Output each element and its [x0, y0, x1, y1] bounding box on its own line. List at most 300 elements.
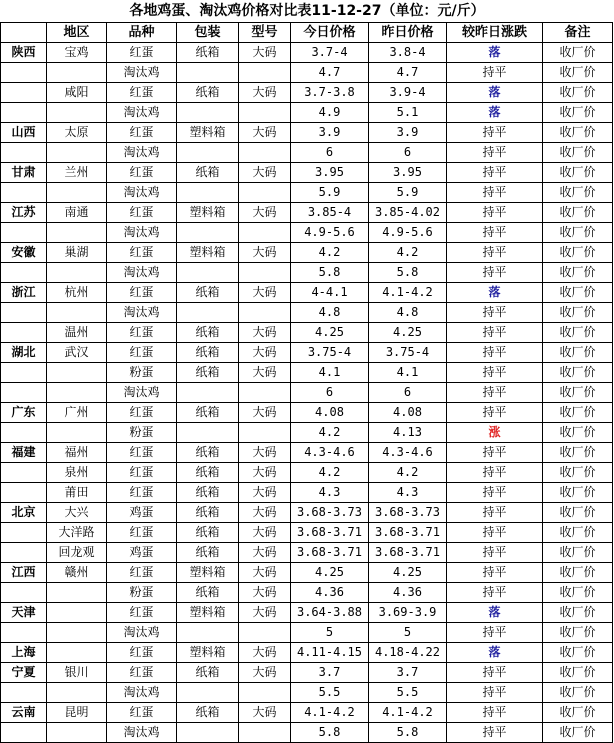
pack-cell — [177, 423, 239, 443]
region-cell: 银川 — [47, 663, 107, 683]
province-cell — [1, 383, 47, 403]
size-cell: 大码 — [239, 443, 291, 463]
province-cell — [1, 463, 47, 483]
note-cell: 收厂价 — [543, 323, 613, 343]
note-cell: 收厂价 — [543, 543, 613, 563]
change-cell: 落 — [447, 283, 543, 303]
note-cell: 收厂价 — [543, 223, 613, 243]
table-row — [1, 483, 613, 503]
pack-cell — [177, 263, 239, 283]
today-price-cell: 4.08 — [291, 403, 369, 423]
table-row — [1, 43, 613, 63]
size-cell: 大码 — [239, 603, 291, 623]
region-cell — [47, 643, 107, 663]
region-cell — [47, 363, 107, 383]
pack-cell: 塑料箱 — [177, 123, 239, 143]
change-cell: 持平 — [447, 383, 543, 403]
variety-cell: 鸡蛋 — [107, 543, 177, 563]
province-cell: 云南 — [1, 703, 47, 723]
change-cell: 持平 — [447, 323, 543, 343]
table-row — [1, 203, 613, 223]
note-cell: 收厂价 — [543, 703, 613, 723]
size-cell: 大码 — [239, 503, 291, 523]
yesterday-price-cell: 6 — [369, 143, 447, 163]
today-price-cell: 4.25 — [291, 323, 369, 343]
pack-cell — [177, 723, 239, 743]
size-cell: 大码 — [239, 403, 291, 423]
change-cell: 持平 — [447, 143, 543, 163]
change-cell: 持平 — [447, 223, 543, 243]
note-cell: 收厂价 — [543, 563, 613, 583]
province-cell — [1, 423, 47, 443]
today-price-cell: 4.11-4.15 — [291, 643, 369, 663]
pack-cell: 纸箱 — [177, 83, 239, 103]
region-cell — [47, 383, 107, 403]
size-cell: 大码 — [239, 43, 291, 63]
size-cell — [239, 223, 291, 243]
header-row — [1, 23, 613, 43]
table-body — [1, 43, 613, 743]
size-cell: 大码 — [239, 523, 291, 543]
province-cell — [1, 223, 47, 243]
pack-cell: 纸箱 — [177, 163, 239, 183]
change-cell: 持平 — [447, 443, 543, 463]
table-row — [1, 283, 613, 303]
today-price-cell: 4-4.1 — [291, 283, 369, 303]
variety-cell: 红蛋 — [107, 563, 177, 583]
variety-cell: 红蛋 — [107, 163, 177, 183]
region-cell: 武汉 — [47, 343, 107, 363]
variety-cell: 红蛋 — [107, 463, 177, 483]
variety-cell: 淘汰鸡 — [107, 303, 177, 323]
province-cell — [1, 63, 47, 83]
province-cell — [1, 683, 47, 703]
province-cell — [1, 523, 47, 543]
size-cell — [239, 263, 291, 283]
change-cell: 持平 — [447, 523, 543, 543]
note-cell: 收厂价 — [543, 603, 613, 623]
yesterday-price-cell: 4.18-4.22 — [369, 643, 447, 663]
header-province — [1, 23, 47, 43]
table-row — [1, 403, 613, 423]
variety-cell: 红蛋 — [107, 203, 177, 223]
note-cell: 收厂价 — [543, 463, 613, 483]
change-cell: 持平 — [447, 483, 543, 503]
today-price-cell: 4.36 — [291, 583, 369, 603]
variety-cell: 红蛋 — [107, 483, 177, 503]
region-cell: 杭州 — [47, 283, 107, 303]
province-cell: 湖北 — [1, 343, 47, 363]
region-cell — [47, 683, 107, 703]
table-row — [1, 83, 613, 103]
region-cell: 广州 — [47, 403, 107, 423]
change-cell: 持平 — [447, 703, 543, 723]
today-price-cell: 3.68-3.71 — [291, 543, 369, 563]
yesterday-price-cell: 3.75-4 — [369, 343, 447, 363]
region-cell — [47, 623, 107, 643]
size-cell — [239, 623, 291, 643]
yesterday-price-cell: 3.9-4 — [369, 83, 447, 103]
region-cell: 回龙观 — [47, 543, 107, 563]
yesterday-price-cell: 4.7 — [369, 63, 447, 83]
pack-cell: 塑料箱 — [177, 603, 239, 623]
table-row — [1, 443, 613, 463]
yesterday-price-cell: 3.69-3.9 — [369, 603, 447, 623]
change-cell: 持平 — [447, 343, 543, 363]
variety-cell: 淘汰鸡 — [107, 183, 177, 203]
yesterday-price-cell: 5.8 — [369, 263, 447, 283]
table-row — [1, 103, 613, 123]
variety-cell: 红蛋 — [107, 83, 177, 103]
today-price-cell: 4.25 — [291, 563, 369, 583]
yesterday-price-cell: 3.68-3.73 — [369, 503, 447, 523]
yesterday-price-cell: 5.9 — [369, 183, 447, 203]
province-cell: 北京 — [1, 503, 47, 523]
province-cell: 福建 — [1, 443, 47, 463]
note-cell: 收厂价 — [543, 583, 613, 603]
region-cell: 南通 — [47, 203, 107, 223]
header-pack: 包装 — [177, 23, 239, 43]
yesterday-price-cell: 4.3 — [369, 483, 447, 503]
table-row — [1, 63, 613, 83]
page-title: 各地鸡蛋、淘汰鸡价格对比表11-12-27（单位：元/斤） — [129, 3, 485, 19]
variety-cell: 淘汰鸡 — [107, 723, 177, 743]
note-cell: 收厂价 — [543, 103, 613, 123]
change-cell: 落 — [447, 83, 543, 103]
change-cell: 持平 — [447, 243, 543, 263]
yesterday-price-cell: 4.2 — [369, 463, 447, 483]
table-row — [1, 223, 613, 243]
change-cell: 持平 — [447, 63, 543, 83]
pack-cell — [177, 223, 239, 243]
note-cell: 收厂价 — [543, 63, 613, 83]
yesterday-price-cell: 4.9-5.6 — [369, 223, 447, 243]
today-price-cell: 4.1 — [291, 363, 369, 383]
today-price-cell: 4.9-5.6 — [291, 223, 369, 243]
table-row — [1, 523, 613, 543]
yesterday-price-cell: 4.1 — [369, 363, 447, 383]
pack-cell — [177, 183, 239, 203]
note-cell: 收厂价 — [543, 503, 613, 523]
province-cell: 上海 — [1, 643, 47, 663]
note-cell: 收厂价 — [543, 283, 613, 303]
size-cell: 大码 — [239, 163, 291, 183]
note-cell: 收厂价 — [543, 143, 613, 163]
variety-cell: 红蛋 — [107, 603, 177, 623]
yesterday-price-cell: 3.95 — [369, 163, 447, 183]
size-cell: 大码 — [239, 663, 291, 683]
size-cell — [239, 303, 291, 323]
yesterday-price-cell: 6 — [369, 383, 447, 403]
region-cell: 福州 — [47, 443, 107, 463]
header-change: 较昨日涨跌 — [447, 23, 543, 43]
change-cell: 涨 — [447, 423, 543, 443]
size-cell — [239, 143, 291, 163]
table-row — [1, 643, 613, 663]
table-row — [1, 563, 613, 583]
today-price-cell: 3.7 — [291, 663, 369, 683]
table-row — [1, 583, 613, 603]
region-cell: 赣州 — [47, 563, 107, 583]
today-price-cell: 3.95 — [291, 163, 369, 183]
note-cell: 收厂价 — [543, 663, 613, 683]
table-row — [1, 243, 613, 263]
pack-cell: 纸箱 — [177, 483, 239, 503]
table-row — [1, 163, 613, 183]
yesterday-price-cell: 3.8-4 — [369, 43, 447, 63]
region-cell: 莆田 — [47, 483, 107, 503]
today-price-cell: 6 — [291, 383, 369, 403]
province-cell — [1, 483, 47, 503]
size-cell — [239, 63, 291, 83]
yesterday-price-cell: 4.8 — [369, 303, 447, 323]
region-cell — [47, 723, 107, 743]
change-cell: 持平 — [447, 543, 543, 563]
pack-cell — [177, 683, 239, 703]
pack-cell — [177, 623, 239, 643]
yesterday-price-cell: 3.68-3.71 — [369, 543, 447, 563]
size-cell: 大码 — [239, 283, 291, 303]
table-row — [1, 683, 613, 703]
variety-cell: 红蛋 — [107, 643, 177, 663]
note-cell: 收厂价 — [543, 183, 613, 203]
note-cell: 收厂价 — [543, 383, 613, 403]
change-cell: 持平 — [447, 263, 543, 283]
region-cell: 兰州 — [47, 163, 107, 183]
note-cell: 收厂价 — [543, 243, 613, 263]
today-price-cell: 3.7-3.8 — [291, 83, 369, 103]
region-cell: 温州 — [47, 323, 107, 343]
change-cell: 持平 — [447, 683, 543, 703]
variety-cell: 红蛋 — [107, 663, 177, 683]
pack-cell — [177, 103, 239, 123]
variety-cell: 粉蛋 — [107, 423, 177, 443]
variety-cell: 粉蛋 — [107, 363, 177, 383]
today-price-cell: 5.8 — [291, 723, 369, 743]
yesterday-price-cell: 4.1-4.2 — [369, 283, 447, 303]
change-cell: 持平 — [447, 463, 543, 483]
pack-cell — [177, 303, 239, 323]
change-cell: 持平 — [447, 503, 543, 523]
change-cell: 持平 — [447, 303, 543, 323]
table-row — [1, 663, 613, 683]
header-note: 备注 — [543, 23, 613, 43]
size-cell — [239, 103, 291, 123]
pack-cell: 纸箱 — [177, 583, 239, 603]
today-price-cell: 4.9 — [291, 103, 369, 123]
header-variety: 品种 — [107, 23, 177, 43]
province-cell: 天津 — [1, 603, 47, 623]
variety-cell: 淘汰鸡 — [107, 263, 177, 283]
change-cell: 持平 — [447, 203, 543, 223]
today-price-cell: 4.7 — [291, 63, 369, 83]
region-cell — [47, 143, 107, 163]
province-cell — [1, 303, 47, 323]
variety-cell: 淘汰鸡 — [107, 103, 177, 123]
variety-cell: 淘汰鸡 — [107, 223, 177, 243]
today-price-cell: 4.3-4.6 — [291, 443, 369, 463]
pack-cell: 塑料箱 — [177, 643, 239, 663]
size-cell: 大码 — [239, 363, 291, 383]
pack-cell: 纸箱 — [177, 663, 239, 683]
pack-cell: 纸箱 — [177, 283, 239, 303]
pack-cell — [177, 383, 239, 403]
note-cell: 收厂价 — [543, 43, 613, 63]
province-cell: 江西 — [1, 563, 47, 583]
change-cell: 持平 — [447, 403, 543, 423]
size-cell — [239, 723, 291, 743]
yesterday-price-cell: 4.36 — [369, 583, 447, 603]
variety-cell: 淘汰鸡 — [107, 143, 177, 163]
yesterday-price-cell: 3.9 — [369, 123, 447, 143]
region-cell: 泉州 — [47, 463, 107, 483]
yesterday-price-cell: 4.1-4.2 — [369, 703, 447, 723]
size-cell — [239, 383, 291, 403]
note-cell: 收厂价 — [543, 523, 613, 543]
variety-cell: 红蛋 — [107, 43, 177, 63]
today-price-cell: 4.8 — [291, 303, 369, 323]
province-cell — [1, 723, 47, 743]
change-cell: 持平 — [447, 183, 543, 203]
province-cell — [1, 543, 47, 563]
province-cell — [1, 103, 47, 123]
province-cell: 甘肃 — [1, 163, 47, 183]
region-cell: 大洋路 — [47, 523, 107, 543]
variety-cell: 淘汰鸡 — [107, 63, 177, 83]
yesterday-price-cell: 4.3-4.6 — [369, 443, 447, 463]
change-cell: 持平 — [447, 583, 543, 603]
region-cell — [47, 583, 107, 603]
pack-cell: 纸箱 — [177, 363, 239, 383]
pack-cell: 纸箱 — [177, 343, 239, 363]
variety-cell: 淘汰鸡 — [107, 623, 177, 643]
size-cell: 大码 — [239, 543, 291, 563]
region-cell — [47, 603, 107, 623]
today-price-cell: 4.2 — [291, 463, 369, 483]
note-cell: 收厂价 — [543, 643, 613, 663]
region-cell — [47, 63, 107, 83]
header-today: 今日价格 — [291, 23, 369, 43]
variety-cell: 粉蛋 — [107, 583, 177, 603]
today-price-cell: 3.85-4 — [291, 203, 369, 223]
pack-cell: 纸箱 — [177, 43, 239, 63]
pack-cell: 塑料箱 — [177, 243, 239, 263]
size-cell: 大码 — [239, 123, 291, 143]
change-cell: 持平 — [447, 623, 543, 643]
note-cell: 收厂价 — [543, 83, 613, 103]
variety-cell: 红蛋 — [107, 403, 177, 423]
province-cell — [1, 583, 47, 603]
province-cell: 江苏 — [1, 203, 47, 223]
today-price-cell: 3.9 — [291, 123, 369, 143]
yesterday-price-cell: 4.2 — [369, 243, 447, 263]
variety-cell: 淘汰鸡 — [107, 383, 177, 403]
yesterday-price-cell: 3.7 — [369, 663, 447, 683]
table-row — [1, 263, 613, 283]
province-cell: 浙江 — [1, 283, 47, 303]
region-cell: 宝鸡 — [47, 43, 107, 63]
note-cell: 收厂价 — [543, 303, 613, 323]
variety-cell: 红蛋 — [107, 123, 177, 143]
province-cell: 安徽 — [1, 243, 47, 263]
province-cell — [1, 623, 47, 643]
region-cell — [47, 103, 107, 123]
change-cell: 持平 — [447, 563, 543, 583]
today-price-cell: 6 — [291, 143, 369, 163]
region-cell — [47, 423, 107, 443]
note-cell: 收厂价 — [543, 343, 613, 363]
region-cell — [47, 223, 107, 243]
yesterday-price-cell: 5.1 — [369, 103, 447, 123]
change-cell: 落 — [447, 603, 543, 623]
size-cell: 大码 — [239, 643, 291, 663]
province-cell — [1, 363, 47, 383]
change-cell: 落 — [447, 43, 543, 63]
header-yesterday: 昨日价格 — [369, 23, 447, 43]
note-cell: 收厂价 — [543, 443, 613, 463]
size-cell: 大码 — [239, 563, 291, 583]
variety-cell: 红蛋 — [107, 443, 177, 463]
table-row — [1, 603, 613, 623]
change-cell: 持平 — [447, 123, 543, 143]
table-row — [1, 423, 613, 443]
table-row — [1, 383, 613, 403]
size-cell — [239, 183, 291, 203]
size-cell: 大码 — [239, 583, 291, 603]
province-cell — [1, 323, 47, 343]
today-price-cell: 5.9 — [291, 183, 369, 203]
pack-cell: 纸箱 — [177, 523, 239, 543]
yesterday-price-cell: 5.5 — [369, 683, 447, 703]
table-row — [1, 143, 613, 163]
today-price-cell: 5.5 — [291, 683, 369, 703]
province-cell: 陕西 — [1, 43, 47, 63]
size-cell: 大码 — [239, 463, 291, 483]
pack-cell: 纸箱 — [177, 463, 239, 483]
region-cell: 巢湖 — [47, 243, 107, 263]
note-cell: 收厂价 — [543, 403, 613, 423]
province-cell: 山西 — [1, 123, 47, 143]
table-row — [1, 723, 613, 743]
size-cell: 大码 — [239, 483, 291, 503]
today-price-cell: 4.3 — [291, 483, 369, 503]
change-cell: 持平 — [447, 723, 543, 743]
region-cell: 大兴 — [47, 503, 107, 523]
today-price-cell: 5.8 — [291, 263, 369, 283]
today-price-cell: 3.68-3.71 — [291, 523, 369, 543]
change-cell: 落 — [447, 643, 543, 663]
yesterday-price-cell: 5 — [369, 623, 447, 643]
province-cell — [1, 83, 47, 103]
yesterday-price-cell: 4.13 — [369, 423, 447, 443]
yesterday-price-cell: 4.25 — [369, 323, 447, 343]
table-row — [1, 123, 613, 143]
note-cell: 收厂价 — [543, 163, 613, 183]
province-cell: 广东 — [1, 403, 47, 423]
today-price-cell: 4.2 — [291, 423, 369, 443]
table-row — [1, 463, 613, 483]
size-cell — [239, 683, 291, 703]
today-price-cell: 5 — [291, 623, 369, 643]
today-price-cell: 4.1-4.2 — [291, 703, 369, 723]
pack-cell: 塑料箱 — [177, 563, 239, 583]
change-cell: 持平 — [447, 663, 543, 683]
size-cell: 大码 — [239, 703, 291, 723]
pack-cell — [177, 63, 239, 83]
note-cell: 收厂价 — [543, 263, 613, 283]
variety-cell: 红蛋 — [107, 703, 177, 723]
pack-cell: 纸箱 — [177, 323, 239, 343]
